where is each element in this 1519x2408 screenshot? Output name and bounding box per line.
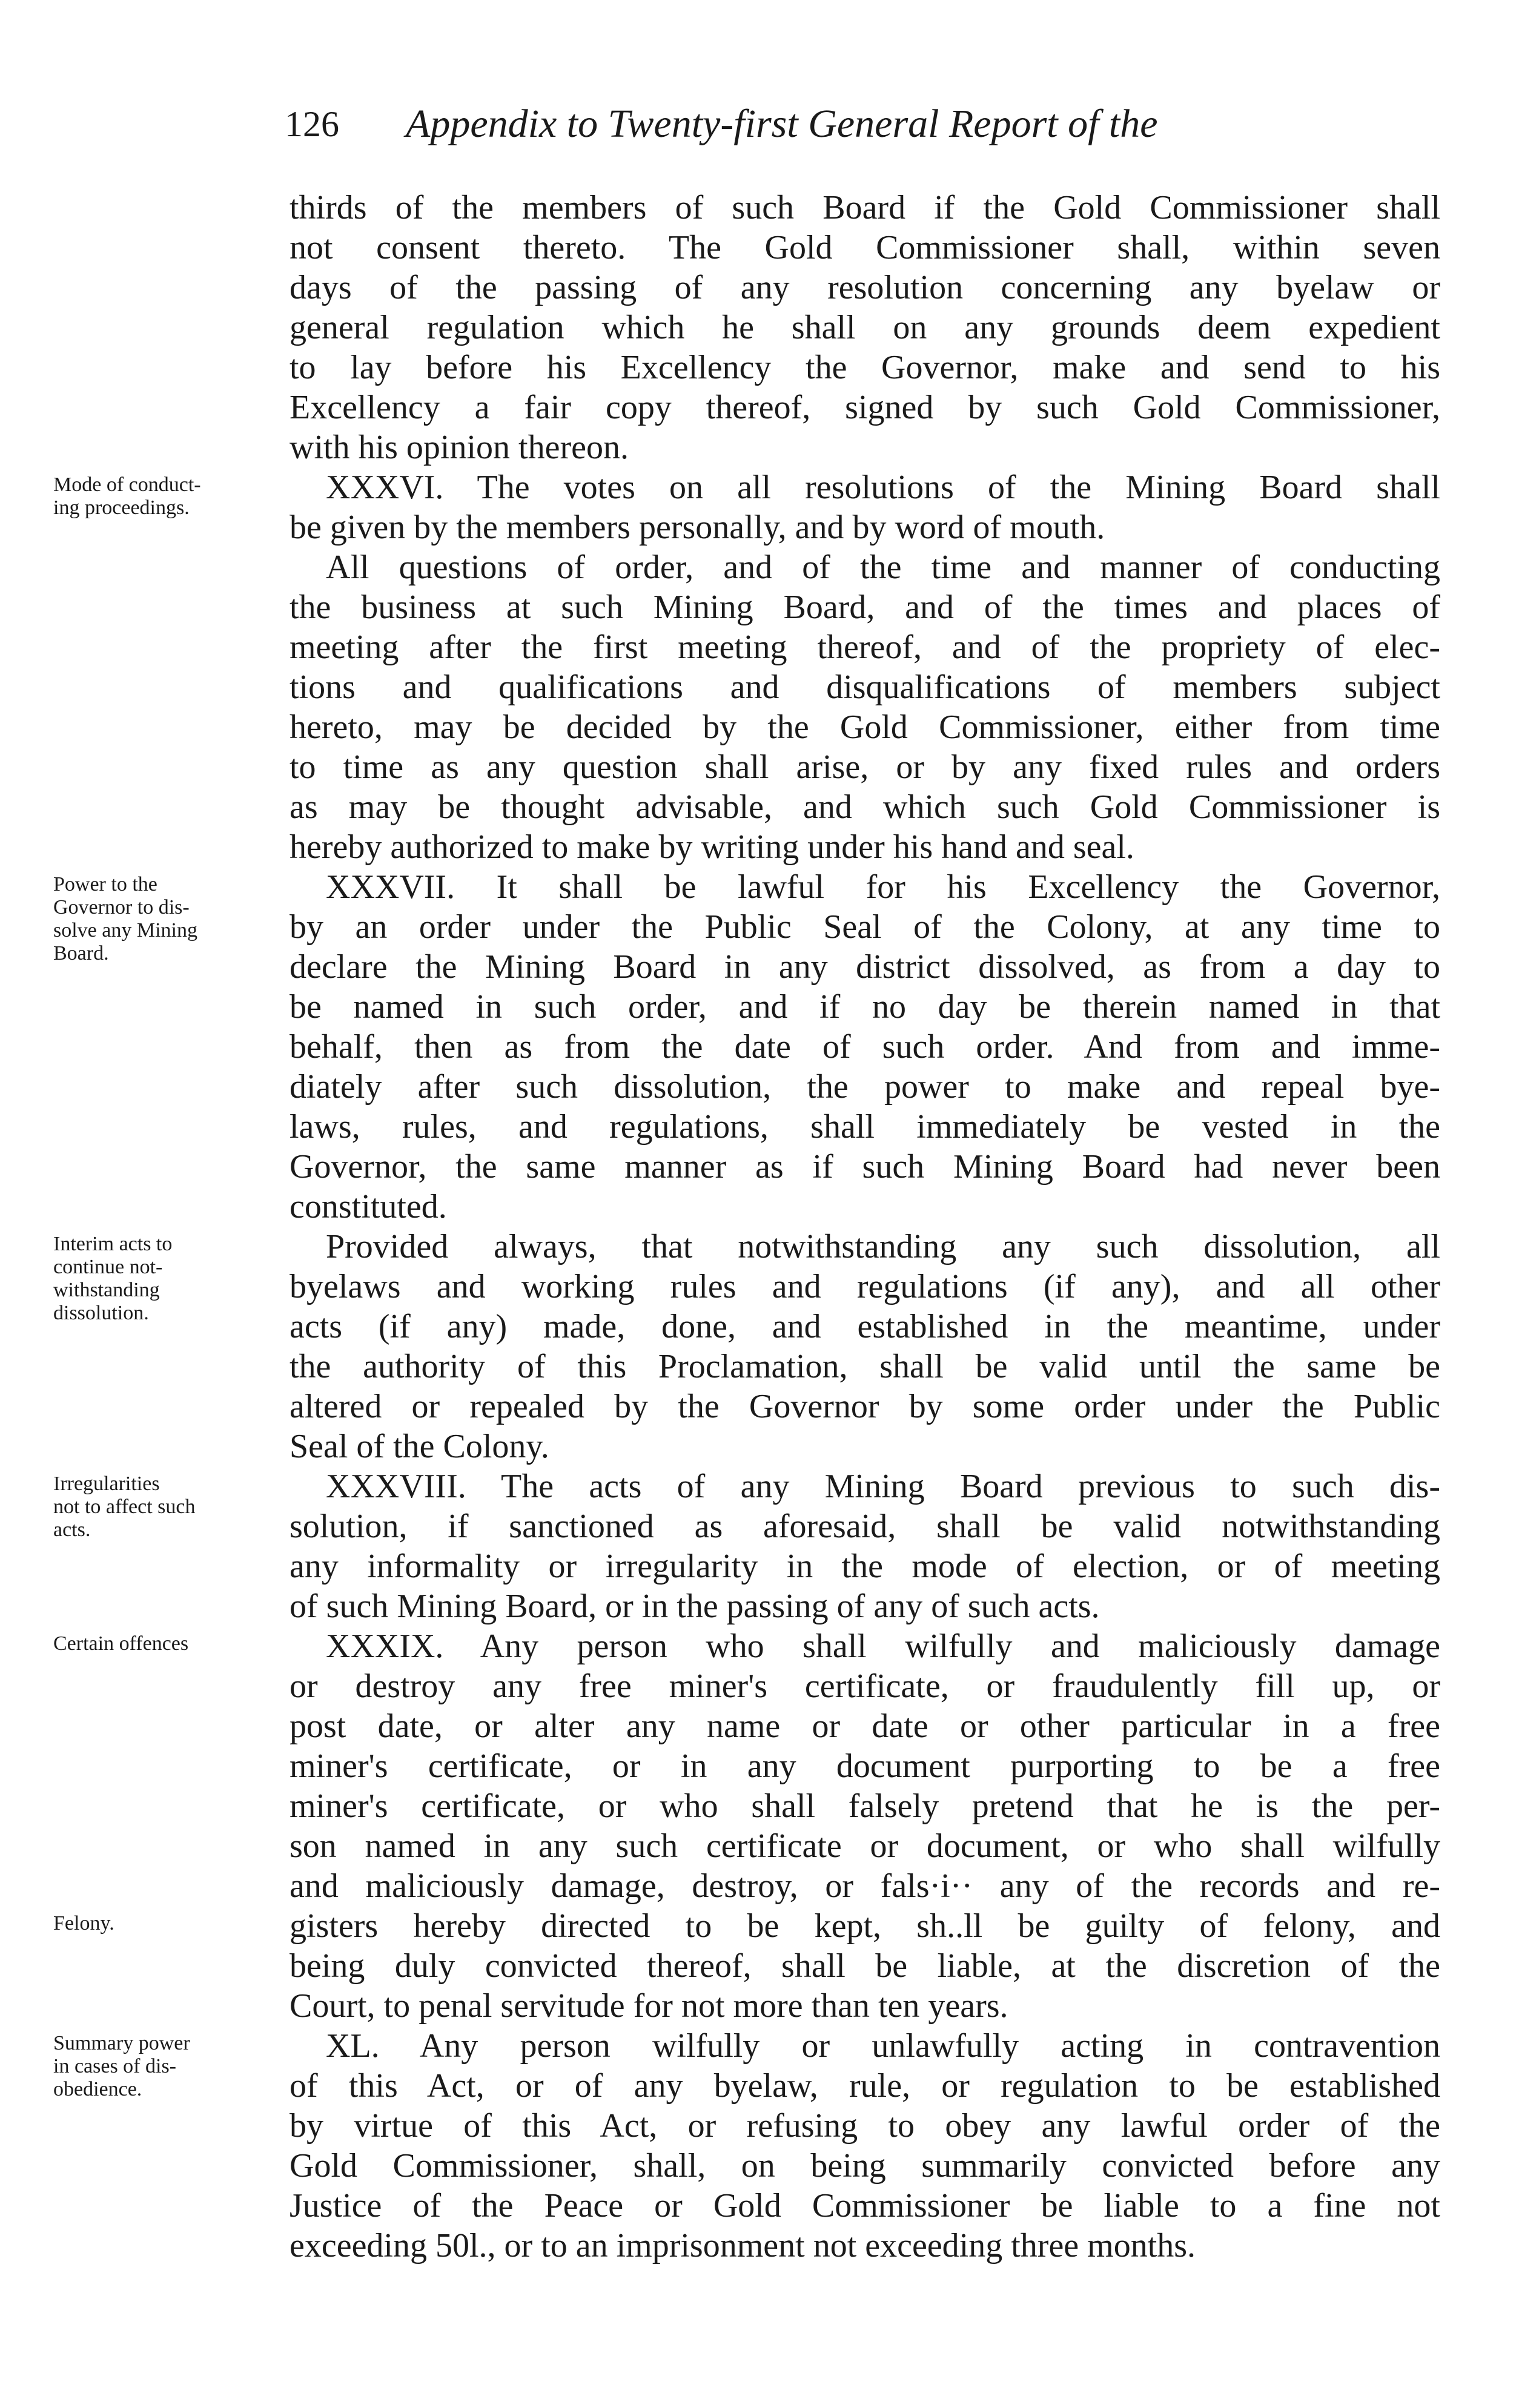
text-line: declare the Mining Board in any district dissolved, as from a day to (290, 948, 1440, 986)
text-line: or destroy any free miner's certificate, or fraudulently fill up, or (290, 1667, 1440, 1705)
side-note: Felony. (53, 1912, 114, 1935)
text-line: thirds of the members of such Board if the Gold Commissioner shall (290, 189, 1440, 226)
text-line: by an order under the Public Seal of the Colony, at any time to (290, 908, 1440, 946)
text-line: behalf, then as from the date of such order. And from and imme- (290, 1028, 1440, 1066)
text-line: son named in any such certificate or document, or who shall wilfully (290, 1827, 1440, 1865)
text-line: Court, to penal servitude for not more than ten years. (290, 1987, 1008, 2025)
side-note: acts. (53, 1519, 91, 1541)
side-note: obedience. (53, 2078, 142, 2100)
text-line: days of the passing of any resolution concerning any byelaw or (290, 269, 1440, 306)
section-heading-line: XXXVII. It shall be lawful for his Excellency the Governor, (326, 868, 1440, 906)
text-line: with his opinion thereon. (290, 429, 629, 466)
text-line: be named in such order, and if no day be therein named in that (290, 988, 1440, 1026)
side-note: ing proceedings. (53, 496, 190, 519)
page-number: 126 (285, 104, 339, 144)
text-line: to lay before his Excellency the Governor, make and send to his (290, 349, 1440, 386)
text-line: byelaws and working rules and regulations (if any), and all other (290, 1268, 1440, 1305)
text-line: altered or repealed by the Governor by some order under the Public (290, 1388, 1440, 1425)
text-line: diately after such dissolution, the power to make and repeal bye- (290, 1068, 1440, 1106)
side-note: Mode of conduct- (53, 473, 201, 496)
text-line: miner's certificate, or in any document purporting to be a free (290, 1747, 1440, 1785)
section-heading-line: XXXIX. Any person who shall wilfully and maliciously damage (326, 1628, 1440, 1665)
text-line: of this Act, or of any byelaw, rule, or regulation to be established (290, 2067, 1440, 2105)
text-line: and maliciously damage, destroy, or fals·i·· any of the records and re- (290, 1867, 1440, 1905)
side-note: solve any Mining (53, 919, 197, 942)
text-line: any informality or irregularity in the mode of election, or of meeting (290, 1548, 1440, 1585)
side-note: Summary power (53, 2032, 190, 2054)
text-line: Governor, the same manner as if such Mining Board had never been (290, 1148, 1440, 1186)
text-line: tions and qualifications and disqualifications of members subject (290, 668, 1440, 706)
text-line: being duly convicted thereof, shall be liable, at the discretion of the (290, 1947, 1440, 1985)
text-line: All questions of order, and of the time and manner of conducting (326, 549, 1440, 586)
text-line: laws, rules, and regulations, shall immediately be vested in the (290, 1108, 1440, 1146)
side-note: Governor to dis- (53, 896, 190, 919)
text-line: Excellency a fair copy thereof, signed by such Gold Commissioner, (290, 389, 1440, 426)
side-note: Certain offences (53, 1632, 189, 1655)
text-line: general regulation which he shall on any grounds deem expedient (290, 309, 1440, 346)
section-heading-line: XL. Any person wilfully or unlawfully acting in contravention (326, 2027, 1440, 2065)
text-line: by virtue of this Act, or refusing to obey any lawful order of the (290, 2107, 1440, 2145)
side-note: withstanding (53, 1279, 160, 1301)
side-note: dissolution. (53, 1302, 149, 1324)
text-line: Seal of the Colony. (290, 1428, 549, 1465)
running-header (285, 97, 1435, 151)
section-heading-line: XXXVIII. The acts of any Mining Board previous to such dis- (326, 1468, 1440, 1505)
text-line: as may be thought advisable, and which such Gold Commissioner is (290, 788, 1440, 826)
section-heading-line: XXXVI. The votes on all resolutions of the Mining Board shall (326, 469, 1440, 506)
side-note: Interim acts to (53, 1233, 173, 1255)
text-line: the business at such Mining Board, and of the times and places of (290, 589, 1440, 626)
text-line: to time as any question shall arise, or by any fixed rules and orders (290, 748, 1440, 786)
text-line: post date, or alter any name or date or other particular in a free (290, 1707, 1440, 1745)
text-line: solution, if sanctioned as aforesaid, shall be valid notwithstanding (290, 1508, 1440, 1545)
text-line: Provided always, that notwithstanding any such dissolution, all (326, 1228, 1440, 1265)
side-note: in cases of dis- (53, 2055, 177, 2077)
running-title: Appendix to Twenty-first General Report of the (406, 102, 1158, 146)
text-line: meeting after the first meeting thereof, and of the propriety of elec- (290, 628, 1440, 666)
text-line: Gold Commissioner, shall, on being summarily convicted before any (290, 2147, 1440, 2185)
text-line: constituted. (290, 1188, 447, 1225)
side-note: Irregularities (53, 1473, 160, 1495)
text-line: of such Mining Board, or in the passing of any of such acts. (290, 1588, 1100, 1625)
text-line: hereto, may be decided by the Gold Commissioner, either from time (290, 708, 1440, 746)
text-line: acts (if any) made, done, and established in the meantime, under (290, 1308, 1440, 1345)
text-line: miner's certificate, or who shall falsely pretend that he is the per- (290, 1787, 1440, 1825)
text-line: the authority of this Proclamation, shall be valid until the same be (290, 1348, 1440, 1385)
text-line: exceeding 50l., or to an imprisonment not exceeding three months. (290, 2227, 1196, 2265)
side-note: Power to the (53, 873, 157, 896)
text-line: gisters hereby directed to be kept, sh..ll be guilty of felony, and (290, 1907, 1440, 1945)
text-line: not consent thereto. The Gold Commissioner shall, within seven (290, 229, 1440, 266)
side-note: continue not- (53, 1256, 163, 1278)
text-line: be given by the members personally, and by word of mouth. (290, 509, 1105, 546)
text-line: Justice of the Peace or Gold Commissioner be liable to a fine not (290, 2187, 1440, 2225)
side-note: not to affect such (53, 1496, 196, 1518)
side-note: Board. (53, 942, 109, 965)
text-line: hereby authorized to make by writing under his hand and seal. (290, 828, 1134, 866)
